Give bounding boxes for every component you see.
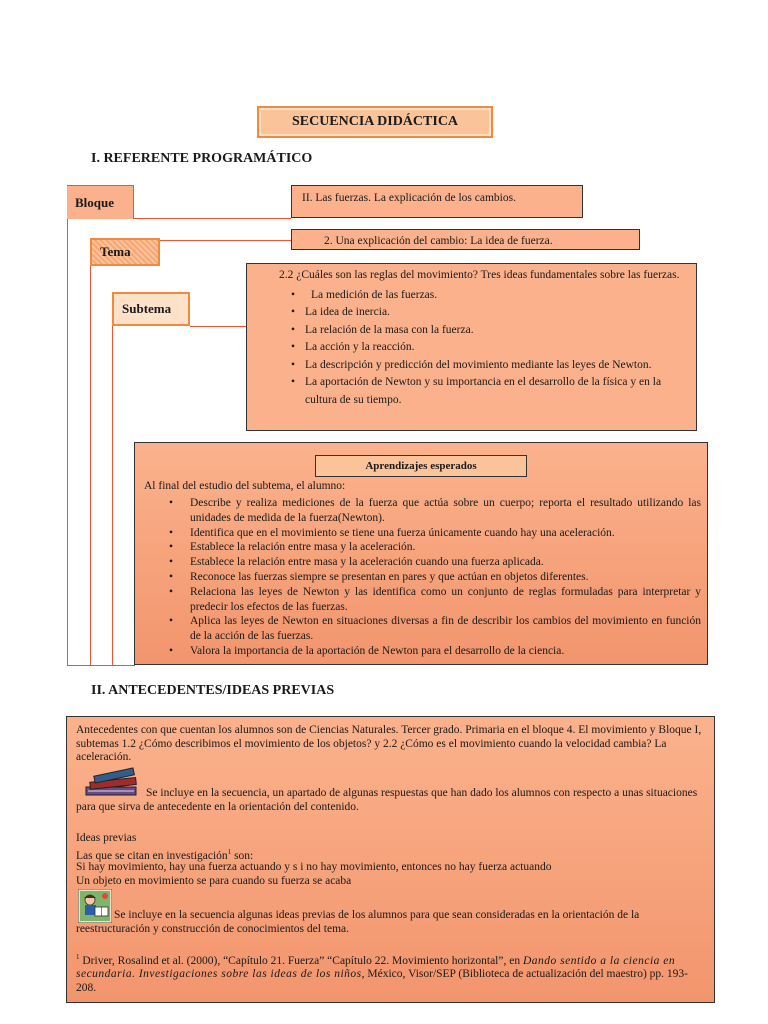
bloque-label: Bloque	[67, 185, 134, 219]
connector-line	[67, 185, 68, 666]
aprendizajes-box	[134, 442, 708, 665]
list-item: • Aplica las leyes de Newton en situaciones diversas a fin de describir los cambios del movimiento en función de la acción de las fuerzas.	[145, 614, 701, 644]
section-heading-referente: I. REFERENTE PROGRAMÁTICO	[91, 151, 313, 166]
list-item: • Describe y realiza mediciones de la fuerza que actúa sobre un cuerpo; reporta el resultado utilizando las unidades de medida de la fuerza(Newton).	[145, 496, 701, 526]
list-item: • La descripción y predicción del movimiento mediante las leyes de Newton.	[259, 357, 684, 375]
list-item: • La medición de las fuerzas.	[259, 287, 684, 305]
antecedentes-text: Antecedentes con que cuentan los alumnos son de Ciencias Naturales. Tercer grado. Primaria en el bloque 4. El movimiento y Bloque I, subtemas 1.2 ¿Cómo describimos el movimiento de los objetos? y 2.2 ¿Cómo es el movimiento cuando la velocidad cambia? La aceleración.	[76, 724, 702, 763]
section-heading-antecedentes: II. ANTECEDENTES/IDEAS PREVIAS	[91, 683, 335, 698]
list-item: • Valora la importancia de la aportación de Newton para el desarrollo de la ciencia.	[145, 644, 701, 659]
subtema-list	[259, 287, 684, 410]
list-item: • Relaciona las leyes de Newton y las identifica como un conjunto de reglas formuladas para interpretar y predecir los efectos de las fuerzas.	[145, 585, 701, 615]
list-item: • La relación de la masa con la fuerza.	[259, 322, 684, 340]
subtema-label: Subtema	[112, 292, 190, 326]
connector-line	[67, 665, 135, 666]
subtema-box	[246, 263, 697, 431]
connector-line	[90, 266, 91, 666]
connector-line	[112, 325, 113, 666]
note-ideas-previas: Se incluye en la secuencia algunas ideas previas de los alumnos para que sean consideradas en la orientación de la reestructuración y construcción de conocimientos del tema.	[76, 909, 640, 935]
list-item: • Reconoce las fuerzas siempre se presentan en pares y que actúan en objetos diferentes.	[145, 570, 701, 585]
ideas-title: Ideas previas	[76, 832, 137, 844]
note-respuestas: Se incluye en la secuencia, un apartado de algunas respuestas que han dado los alumnos con respecto a unas situaciones para que sirva de antecedente en la orientación del contenido.	[76, 787, 698, 813]
idea-previa-1: Si hay movimiento, hay una fuerza actuando y s i no hay movimiento, entonces no hay fuerza actuando	[76, 861, 552, 873]
footnote: $^1$ Driver, Rosalind et al. (2000), “Capítulo 21. Fuerza” “Capítulo 22. Movimiento horizontal”, en Dando sentido a la ciencia en secundaria. Investigaciones sobre las ideas de los niños, México, Visor/SEP (Biblioteca de actualización del maestro) pp. 193- 208.	[76, 953, 688, 994]
subtema-intro: 2.2 ¿Cuáles son las reglas del movimiento? Tres ideas fundamentales sobre las fuerzas.	[279, 269, 680, 281]
tema-label: Tema	[90, 238, 160, 266]
list-item: • Establece la relación entre masa y la aceleración cuando una fuerza aplicada.	[145, 555, 701, 570]
aprendizajes-list	[145, 496, 701, 659]
document-title: SECUENCIA DIDÁCTICA	[257, 106, 493, 138]
connector-line	[160, 240, 291, 241]
ideas-intro: Las que se citan en investigación$^1$ son:	[76, 848, 254, 862]
aprendizajes-label: Aprendizajes esperados	[315, 455, 527, 477]
tema-value: 2. Una explicación del cambio: La idea de fuerza.	[291, 229, 640, 250]
list-item: • Establece la relación entre masa y la aceleración.	[145, 540, 701, 555]
antecedentes-box	[66, 716, 715, 1003]
footnote-ref: 1	[227, 848, 232, 856]
list-item: • Identifica que en el movimiento se tiene una fuerza únicamente cuando hay una aceleración.	[145, 526, 701, 541]
aprendizajes-intro: Al final del estudio del subtema, el alumno:	[144, 480, 346, 492]
connector-line	[190, 326, 247, 327]
idea-previa-2: Un objeto en movimiento se para cuando su fuerza se acaba	[76, 875, 352, 887]
list-item: • La idea de inercia.	[259, 304, 684, 322]
connector-line	[133, 218, 291, 219]
list-item: • La aportación de Newton y su importancia en el desarrollo de la física y en la cultura de su tiempo.	[259, 374, 684, 409]
list-item: • La acción y la reacción.	[259, 339, 684, 357]
bloque-value: II. Las fuerzas. La explicación de los cambios.	[291, 185, 583, 218]
